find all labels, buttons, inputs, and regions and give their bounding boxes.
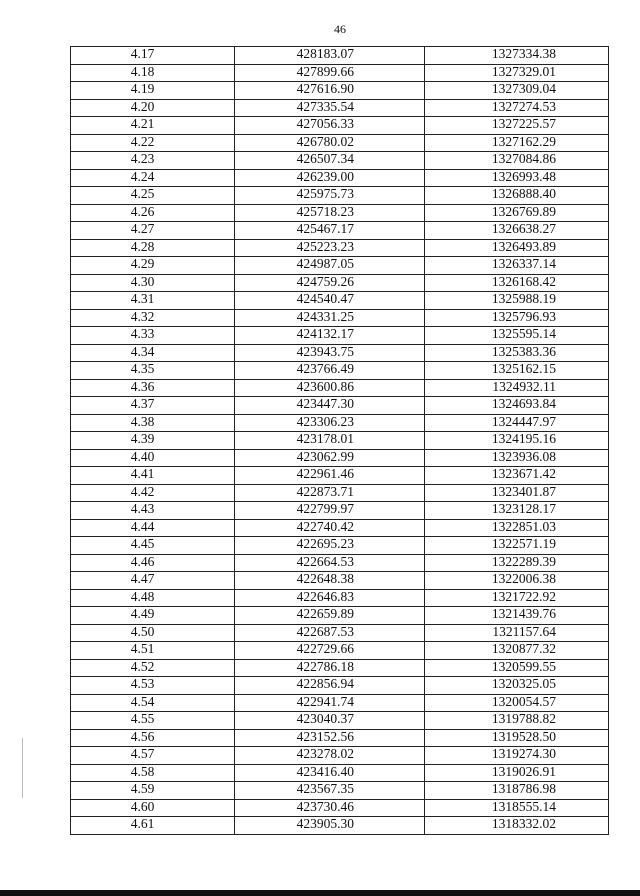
x-coordinate-cell: 423278.02 (235, 747, 425, 765)
table-row (71, 607, 609, 625)
point-id-cell: 4.35 (71, 362, 235, 380)
point-id-cell: 4.27 (71, 222, 235, 240)
y-coordinate-cell: 1326888.40 (425, 187, 609, 205)
table-row (71, 117, 609, 135)
point-id-cell: 4.30 (71, 274, 235, 292)
x-coordinate-cell: 425467.17 (235, 222, 425, 240)
y-coordinate-cell: 1322851.03 (425, 519, 609, 537)
table-row (71, 99, 609, 117)
y-coordinate-cell: 1322571.19 (425, 537, 609, 555)
point-id-cell: 4.25 (71, 187, 235, 205)
table-row (71, 694, 609, 712)
table-row (71, 764, 609, 782)
table-row (71, 134, 609, 152)
x-coordinate-cell: 426507.34 (235, 152, 425, 170)
table-row (71, 309, 609, 327)
y-coordinate-cell: 1325988.19 (425, 292, 609, 310)
table-row (71, 222, 609, 240)
table-row (71, 589, 609, 607)
point-id-cell: 4.53 (71, 677, 235, 695)
table-row (71, 274, 609, 292)
point-id-cell: 4.28 (71, 239, 235, 257)
x-coordinate-cell: 424540.47 (235, 292, 425, 310)
table-row (71, 169, 609, 187)
point-id-cell: 4.58 (71, 764, 235, 782)
y-coordinate-cell: 1321722.92 (425, 589, 609, 607)
table-row (71, 187, 609, 205)
y-coordinate-cell: 1323671.42 (425, 467, 609, 485)
table-row (71, 449, 609, 467)
point-id-cell: 4.43 (71, 502, 235, 520)
y-coordinate-cell: 1324447.97 (425, 414, 609, 432)
point-id-cell: 4.17 (71, 47, 235, 65)
table-row (71, 327, 609, 345)
x-coordinate-cell: 422873.71 (235, 484, 425, 502)
y-coordinate-cell: 1325796.93 (425, 309, 609, 327)
y-coordinate-cell: 1322289.39 (425, 554, 609, 572)
x-coordinate-cell: 424759.26 (235, 274, 425, 292)
x-coordinate-cell: 423567.35 (235, 782, 425, 800)
point-id-cell: 4.18 (71, 64, 235, 82)
point-id-cell: 4.49 (71, 607, 235, 625)
table-row (71, 502, 609, 520)
y-coordinate-cell: 1318555.14 (425, 799, 609, 817)
y-coordinate-cell: 1325595.14 (425, 327, 609, 345)
table-row (71, 484, 609, 502)
y-coordinate-cell: 1323128.17 (425, 502, 609, 520)
table-row (71, 782, 609, 800)
y-coordinate-cell: 1327274.53 (425, 99, 609, 117)
table-row (71, 257, 609, 275)
point-id-cell: 4.39 (71, 432, 235, 450)
table-row (71, 379, 609, 397)
x-coordinate-cell: 424132.17 (235, 327, 425, 345)
y-coordinate-cell: 1323401.87 (425, 484, 609, 502)
point-id-cell: 4.55 (71, 712, 235, 730)
table-row (71, 519, 609, 537)
point-id-cell: 4.50 (71, 624, 235, 642)
x-coordinate-cell: 427335.54 (235, 99, 425, 117)
table-row (71, 817, 609, 835)
x-coordinate-cell: 423766.49 (235, 362, 425, 380)
y-coordinate-cell: 1327329.01 (425, 64, 609, 82)
point-id-cell: 4.56 (71, 729, 235, 747)
y-coordinate-cell: 1322006.38 (425, 572, 609, 590)
y-coordinate-cell: 1325162.15 (425, 362, 609, 380)
x-coordinate-cell: 423905.30 (235, 817, 425, 835)
table-row (71, 397, 609, 415)
x-coordinate-cell: 427056.33 (235, 117, 425, 135)
coordinate-table-body (71, 47, 609, 835)
x-coordinate-cell: 427616.90 (235, 82, 425, 100)
point-id-cell: 4.22 (71, 134, 235, 152)
coordinate-table (70, 46, 609, 835)
table-row (71, 292, 609, 310)
y-coordinate-cell: 1319274.30 (425, 747, 609, 765)
x-coordinate-cell: 423040.37 (235, 712, 425, 730)
point-id-cell: 4.46 (71, 554, 235, 572)
x-coordinate-cell: 423730.46 (235, 799, 425, 817)
x-coordinate-cell: 423416.40 (235, 764, 425, 782)
table-row (71, 642, 609, 660)
y-coordinate-cell: 1319528.50 (425, 729, 609, 747)
x-coordinate-cell: 423943.75 (235, 344, 425, 362)
table-row (71, 467, 609, 485)
x-coordinate-cell: 422740.42 (235, 519, 425, 537)
y-coordinate-cell: 1327162.29 (425, 134, 609, 152)
x-coordinate-cell: 422659.89 (235, 607, 425, 625)
y-coordinate-cell: 1318786.98 (425, 782, 609, 800)
y-coordinate-cell: 1326337.14 (425, 257, 609, 275)
table-row (71, 47, 609, 65)
y-coordinate-cell: 1326168.42 (425, 274, 609, 292)
point-id-cell: 4.41 (71, 467, 235, 485)
table-row (71, 624, 609, 642)
y-coordinate-cell: 1327225.57 (425, 117, 609, 135)
y-coordinate-cell: 1326493.89 (425, 239, 609, 257)
y-coordinate-cell: 1324693.84 (425, 397, 609, 415)
y-coordinate-cell: 1321157.64 (425, 624, 609, 642)
y-coordinate-cell: 1326993.48 (425, 169, 609, 187)
x-coordinate-cell: 422856.94 (235, 677, 425, 695)
x-coordinate-cell: 424987.05 (235, 257, 425, 275)
x-coordinate-cell: 422799.97 (235, 502, 425, 520)
y-coordinate-cell: 1326769.89 (425, 204, 609, 222)
scan-bottom-edge (0, 890, 640, 896)
x-coordinate-cell: 425718.23 (235, 204, 425, 222)
y-coordinate-cell: 1320877.32 (425, 642, 609, 660)
x-coordinate-cell: 422687.53 (235, 624, 425, 642)
scan-margin-mark (22, 738, 23, 798)
y-coordinate-cell: 1324932.11 (425, 379, 609, 397)
x-coordinate-cell: 422941.74 (235, 694, 425, 712)
point-id-cell: 4.24 (71, 169, 235, 187)
x-coordinate-cell: 422961.46 (235, 467, 425, 485)
page-number: 46 (334, 22, 346, 36)
table-row (71, 572, 609, 590)
point-id-cell: 4.45 (71, 537, 235, 555)
point-id-cell: 4.33 (71, 327, 235, 345)
table-row (71, 537, 609, 555)
y-coordinate-cell: 1327334.38 (425, 47, 609, 65)
point-id-cell: 4.59 (71, 782, 235, 800)
table-row (71, 204, 609, 222)
y-coordinate-cell: 1320325.05 (425, 677, 609, 695)
y-coordinate-cell: 1321439.76 (425, 607, 609, 625)
point-id-cell: 4.60 (71, 799, 235, 817)
point-id-cell: 4.36 (71, 379, 235, 397)
point-id-cell: 4.31 (71, 292, 235, 310)
table-row (71, 677, 609, 695)
table-row (71, 152, 609, 170)
point-id-cell: 4.19 (71, 82, 235, 100)
point-id-cell: 4.51 (71, 642, 235, 660)
table-row (71, 799, 609, 817)
x-coordinate-cell: 422648.38 (235, 572, 425, 590)
point-id-cell: 4.54 (71, 694, 235, 712)
y-coordinate-cell: 1324195.16 (425, 432, 609, 450)
y-coordinate-cell: 1327309.04 (425, 82, 609, 100)
point-id-cell: 4.38 (71, 414, 235, 432)
point-id-cell: 4.47 (71, 572, 235, 590)
table-row (71, 659, 609, 677)
point-id-cell: 4.29 (71, 257, 235, 275)
x-coordinate-cell: 422664.53 (235, 554, 425, 572)
point-id-cell: 4.52 (71, 659, 235, 677)
x-coordinate-cell: 425223.23 (235, 239, 425, 257)
y-coordinate-cell: 1319788.82 (425, 712, 609, 730)
x-coordinate-cell: 423306.23 (235, 414, 425, 432)
x-coordinate-cell: 423178.01 (235, 432, 425, 450)
y-coordinate-cell: 1319026.91 (425, 764, 609, 782)
y-coordinate-cell: 1326638.27 (425, 222, 609, 240)
point-id-cell: 4.34 (71, 344, 235, 362)
y-coordinate-cell: 1325383.36 (425, 344, 609, 362)
x-coordinate-cell: 423062.99 (235, 449, 425, 467)
point-id-cell: 4.21 (71, 117, 235, 135)
y-coordinate-cell: 1323936.08 (425, 449, 609, 467)
point-id-cell: 4.48 (71, 589, 235, 607)
x-coordinate-cell: 424331.25 (235, 309, 425, 327)
table-row (71, 729, 609, 747)
point-id-cell: 4.44 (71, 519, 235, 537)
table-row (71, 239, 609, 257)
table-row (71, 554, 609, 572)
y-coordinate-cell: 1327084.86 (425, 152, 609, 170)
y-coordinate-cell: 1318332.02 (425, 817, 609, 835)
table-row (71, 82, 609, 100)
x-coordinate-cell: 422646.83 (235, 589, 425, 607)
x-coordinate-cell: 423447.30 (235, 397, 425, 415)
point-id-cell: 4.23 (71, 152, 235, 170)
table-row (71, 747, 609, 765)
point-id-cell: 4.37 (71, 397, 235, 415)
x-coordinate-cell: 422786.18 (235, 659, 425, 677)
point-id-cell: 4.40 (71, 449, 235, 467)
y-coordinate-cell: 1320599.55 (425, 659, 609, 677)
x-coordinate-cell: 422729.66 (235, 642, 425, 660)
y-coordinate-cell: 1320054.57 (425, 694, 609, 712)
point-id-cell: 4.20 (71, 99, 235, 117)
x-coordinate-cell: 426239.00 (235, 169, 425, 187)
table-row (71, 344, 609, 362)
point-id-cell: 4.61 (71, 817, 235, 835)
x-coordinate-cell: 427899.66 (235, 64, 425, 82)
x-coordinate-cell: 422695.23 (235, 537, 425, 555)
point-id-cell: 4.32 (71, 309, 235, 327)
table-row (71, 712, 609, 730)
table-row (71, 432, 609, 450)
x-coordinate-cell: 425975.73 (235, 187, 425, 205)
table-row (71, 414, 609, 432)
x-coordinate-cell: 423152.56 (235, 729, 425, 747)
table-row (71, 64, 609, 82)
x-coordinate-cell: 423600.86 (235, 379, 425, 397)
x-coordinate-cell: 428183.07 (235, 47, 425, 65)
point-id-cell: 4.26 (71, 204, 235, 222)
table-row (71, 362, 609, 380)
point-id-cell: 4.57 (71, 747, 235, 765)
point-id-cell: 4.42 (71, 484, 235, 502)
x-coordinate-cell: 426780.02 (235, 134, 425, 152)
